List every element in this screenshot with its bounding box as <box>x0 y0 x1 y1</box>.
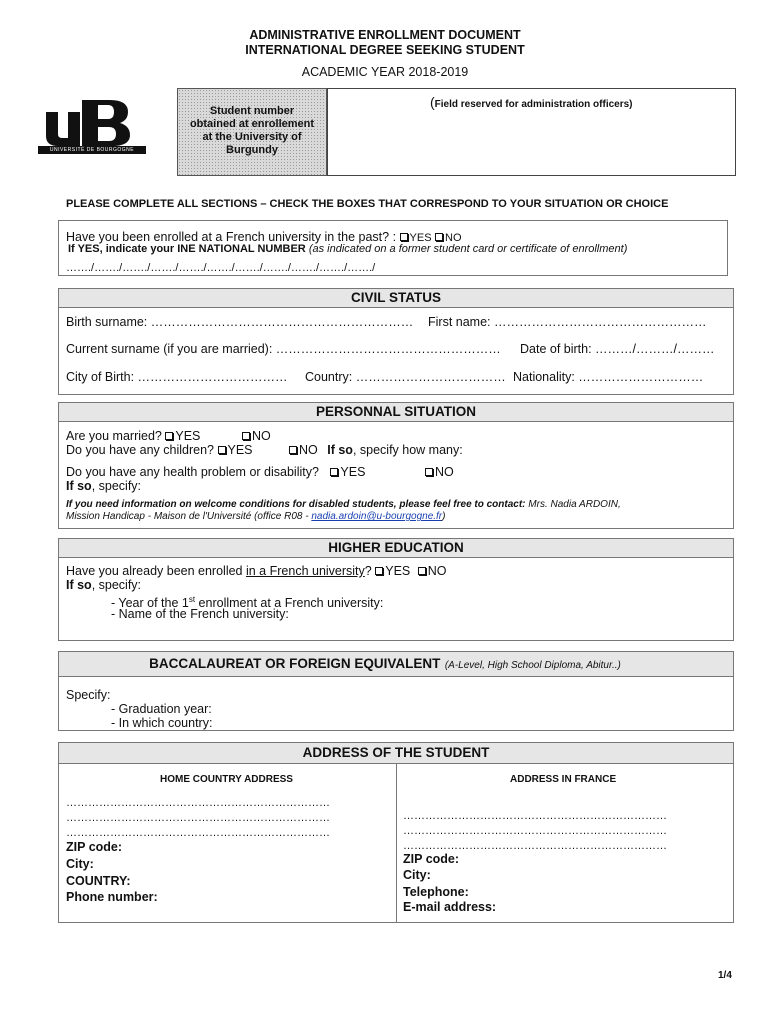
home-address-heading: HOME COUNTRY ADDRESS <box>160 774 293 785</box>
home-address-line[interactable]: ……………………………………………………………… <box>66 797 330 809</box>
admin-reserved-box <box>327 88 736 176</box>
personal-situation-heading: PERSONNAL SITUATION <box>58 402 734 422</box>
married-yes-checkbox[interactable] <box>165 432 173 440</box>
children-yes-checkbox[interactable] <box>218 446 226 454</box>
nationality-field[interactable]: Nationality: ………………………… <box>513 370 704 384</box>
date-of-birth-field[interactable]: Date of birth: ………/………/……… <box>520 342 715 356</box>
higher-ed-question: Have you already been enrolled in a French university? YES NO <box>66 564 447 578</box>
france-address-line[interactable]: ……………………………………………………………… <box>403 825 667 837</box>
disability-info-line2: Mission Handicap - Maison de l'Université (office R08 - nadia.ardoin@u-bourgogne.fr) <box>66 511 446 522</box>
home-address-line[interactable]: ……………………………………………………………… <box>66 827 330 839</box>
prior-no-checkbox[interactable] <box>435 233 443 241</box>
admin-reserved-label: (Field reserved for administration officers) <box>430 94 633 110</box>
first-name-field[interactable]: First name: …………………………………………… <box>428 315 707 329</box>
children-no-checkbox[interactable] <box>289 446 297 454</box>
married-question: Are you married? YES <box>66 429 201 443</box>
health-no-checkbox[interactable] <box>425 468 433 476</box>
health-question: Do you have any health problem or disability? YES <box>66 465 366 479</box>
student-number-label: Student number obtained at enrollement at the University of Burgundy <box>189 105 315 156</box>
children-no-option: NO If so, specify how many: <box>289 443 463 458</box>
prior-yes-checkbox[interactable] <box>400 233 408 241</box>
higher-education-heading: HIGHER EDUCATION <box>58 538 734 558</box>
home-address-line[interactable]: ……………………………………………………………… <box>66 812 330 824</box>
home-city-field[interactable]: City: <box>66 857 94 871</box>
civil-status-heading: CIVIL STATUS <box>58 288 734 308</box>
birth-surname-field[interactable]: Birth surname: ……………………………………………………… <box>66 315 414 329</box>
france-city-field[interactable]: City: <box>403 868 431 882</box>
logo-text: UNIVERSITÉ DE BOURGOGNE <box>49 147 135 153</box>
higher-ed-no-checkbox[interactable] <box>418 567 426 575</box>
graduation-year-field[interactable]: - Graduation year: <box>111 702 212 716</box>
disability-info-line1: If you need information on welcome conditions for disabled students, please feel free to contact: Mrs. Nadia ARDOIN, <box>66 499 621 510</box>
married-no-option: NO <box>242 429 271 444</box>
academic-year: ACADEMIC YEAR 2018-2019 <box>301 65 469 79</box>
page-number: 1/4 <box>718 970 732 981</box>
home-zip-field[interactable]: ZIP code: <box>66 840 123 854</box>
instructions: PLEASE COMPLETE ALL SECTIONS – CHECK THE BOXES THAT CORRESPOND TO YOUR SITUATION OR CHOICE <box>66 198 669 210</box>
home-phone-field[interactable]: Phone number: <box>66 890 158 904</box>
student-number-box <box>177 88 327 176</box>
document-title: ADMINISTRATIVE ENROLLMENT DOCUMENT <box>249 28 521 42</box>
document-subtitle: INTERNATIONAL DEGREE SEEKING STUDENT <box>245 43 525 57</box>
health-yes-checkbox[interactable] <box>330 468 338 476</box>
ine-instruction: If YES, indicate your INE NATIONAL NUMBER (as indicated on a former student card or certificate of enrollment) <box>68 243 628 255</box>
address-heading: ADDRESS OF THE STUDENT <box>58 742 734 764</box>
country-field[interactable]: Country: ……………………………… <box>305 370 506 384</box>
children-question: Do you have any children? YES <box>66 443 253 457</box>
prior-enrollment-question: Have you been enrolled at a French university in the past? : YES NO <box>66 230 462 244</box>
university-logo <box>38 100 146 156</box>
health-specify: If so, specify: <box>66 479 142 493</box>
home-country-field[interactable]: COUNTRY: <box>66 874 131 888</box>
health-no-option: NO <box>425 465 454 480</box>
france-address-line[interactable]: ……………………………………………………………… <box>403 810 667 822</box>
france-telephone-field[interactable]: Telephone: <box>403 885 469 899</box>
city-of-birth-field[interactable]: City of Birth: ……………………………… <box>66 370 288 384</box>
higher-ed-if-so: If so, specify: <box>66 578 142 592</box>
french-university-name-field[interactable]: - Name of the French university: <box>111 607 289 621</box>
contact-email-link[interactable]: nadia.ardoin@u-bourgogne.fr <box>311 511 443 522</box>
france-address-heading: ADDRESS IN FRANCE <box>510 774 617 785</box>
higher-ed-yes-checkbox[interactable] <box>375 567 383 575</box>
france-address-line[interactable]: ……………………………………………………………… <box>403 840 667 852</box>
current-surname-field[interactable]: Current surname (if you are married): ……………………………………………… <box>66 342 501 356</box>
bac-country-field[interactable]: - In which country: <box>111 716 213 730</box>
bac-specify-label: Specify: <box>66 688 111 702</box>
married-no-checkbox[interactable] <box>242 432 250 440</box>
france-email-field[interactable]: E-mail address: <box>403 900 497 914</box>
address-divider <box>396 763 397 923</box>
first-enrollment-year-field[interactable]: - Year of the 1st enrollment at a French university: <box>111 595 384 611</box>
ine-number-field[interactable]: ……./……./……./……./……./……./……./……./……./……./……./ <box>66 262 376 274</box>
baccalaureat-heading: BACCALAUREAT OR FOREIGN EQUIVALENT (A-Level, High School Diploma, Abitur..) <box>149 656 621 671</box>
france-zip-field[interactable]: ZIP code: <box>403 852 460 866</box>
